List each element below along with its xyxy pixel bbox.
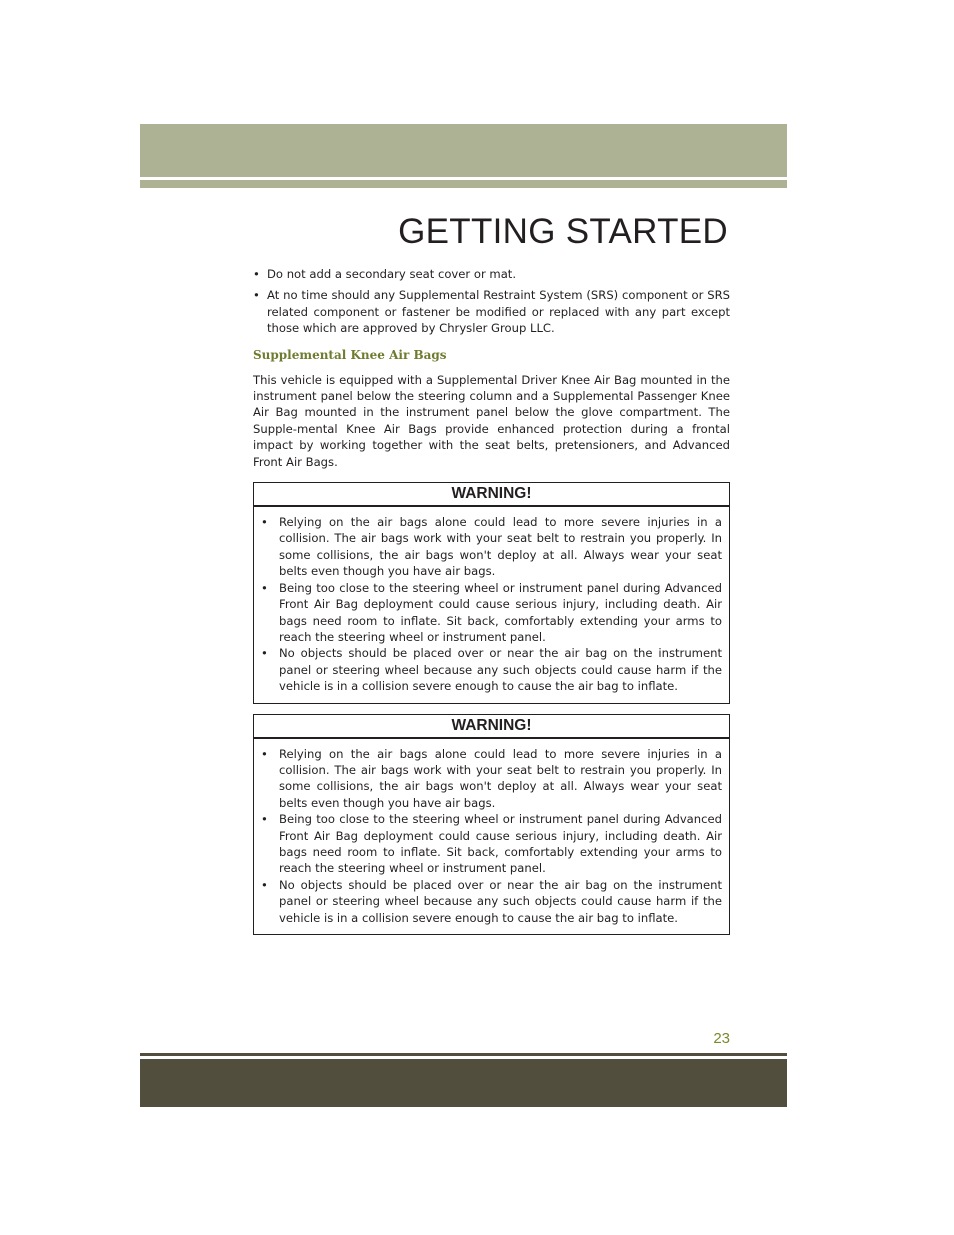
warning-box-2 xyxy=(253,714,730,935)
warning-title: WARNING! xyxy=(254,715,729,739)
warning-box-1 xyxy=(253,482,730,703)
list-item xyxy=(253,287,730,336)
header-band xyxy=(140,124,787,177)
warning-text: Being too close to the steering wheel or instrument panel during Advanced Front Air Bag deployment could cause serious injury, including death. Air bags need room to inflate. Sit back, comfortably extending your arms to reach the steering wheel or instrument panel. xyxy=(279,580,722,644)
warning-text: No objects should be placed over or near the air bag on the instrument panel or steering wheel because any such objects could cause harm if the vehicle is in a collision severe enough to cause the air bag to inflate. xyxy=(279,877,722,925)
section-title: GETTING STARTED xyxy=(398,212,728,252)
warning-text: No objects should be placed over or near the air bag on the instrument panel or steering wheel because any such objects could cause harm if the vehicle is in a collision severe enough to cause the air bag to inflate. xyxy=(279,646,722,694)
list-item xyxy=(261,877,722,926)
bullet-icon: • xyxy=(261,746,268,761)
page-content xyxy=(253,266,730,945)
warning-text: Being too close to the steering wheel or instrument panel during Advanced Front Air Bag deployment could cause serious injury, including death. Air bags need room to inflate. Sit back, comfortably extending your arms to reach the steering wheel or instrument panel. xyxy=(279,812,722,876)
bullet-icon: • xyxy=(261,812,268,827)
list-item xyxy=(261,580,722,646)
footer-band xyxy=(140,1059,787,1107)
knee-air-bags-paragraph: This vehicle is equipped with a Supplemental Driver Knee Air Bag mounted in the instrument panel below the steering column and a Supplemental Passenger Knee Air Bag mounted in the instrument panel below the glove compartment. The Supple-mental Knee Air Bags provide enhanced protection during a frontal impact by working together with the seat belts, pretensioners, and Advanced Front Air Bags. xyxy=(253,372,730,469)
warning-list xyxy=(261,514,722,694)
warning-list xyxy=(261,746,722,926)
warning-text: Relying on the air bags alone could lead to more severe injuries in a collision. The air bags work with your seat belt to restrain you properly. In some collisions, the air bags won't deploy at all. Always wear your seat belts even though you have air bags. xyxy=(279,515,722,579)
bullet-text: Do not add a secondary seat cover or mat. xyxy=(267,267,517,281)
bullet-icon: • xyxy=(253,288,260,303)
bullet-icon: • xyxy=(253,267,260,281)
list-item xyxy=(261,811,722,877)
bullet-icon: • xyxy=(261,580,268,595)
intro-bullet-list xyxy=(253,266,730,337)
list-item xyxy=(253,266,730,282)
bullet-icon: • xyxy=(261,515,268,530)
bullet-icon: • xyxy=(261,646,268,661)
knee-air-bags-heading: Supplemental Knee Air Bags xyxy=(253,347,447,362)
page-number: 23 xyxy=(713,1030,730,1047)
list-item xyxy=(261,514,722,580)
bullet-icon: • xyxy=(261,877,268,892)
footer-stripe xyxy=(140,1053,787,1056)
list-item xyxy=(261,746,722,812)
warning-text: Relying on the air bags alone could lead to more severe injuries in a collision. The air bags work with your seat belt to restrain you properly. In some collisions, the air bags won't deploy at all. Always wear your seat belts even though you have air bags. xyxy=(279,746,722,810)
header-stripe xyxy=(140,180,787,188)
bullet-text: At no time should any Supplemental Restraint System (SRS) component or SRS related component or fastener be modified or replaced with any part except those which are approved by Chrysler Group LLC. xyxy=(267,288,730,336)
warning-title: WARNING! xyxy=(254,483,729,507)
list-item xyxy=(261,645,722,694)
warning-body xyxy=(254,739,729,934)
warning-body xyxy=(254,507,729,702)
